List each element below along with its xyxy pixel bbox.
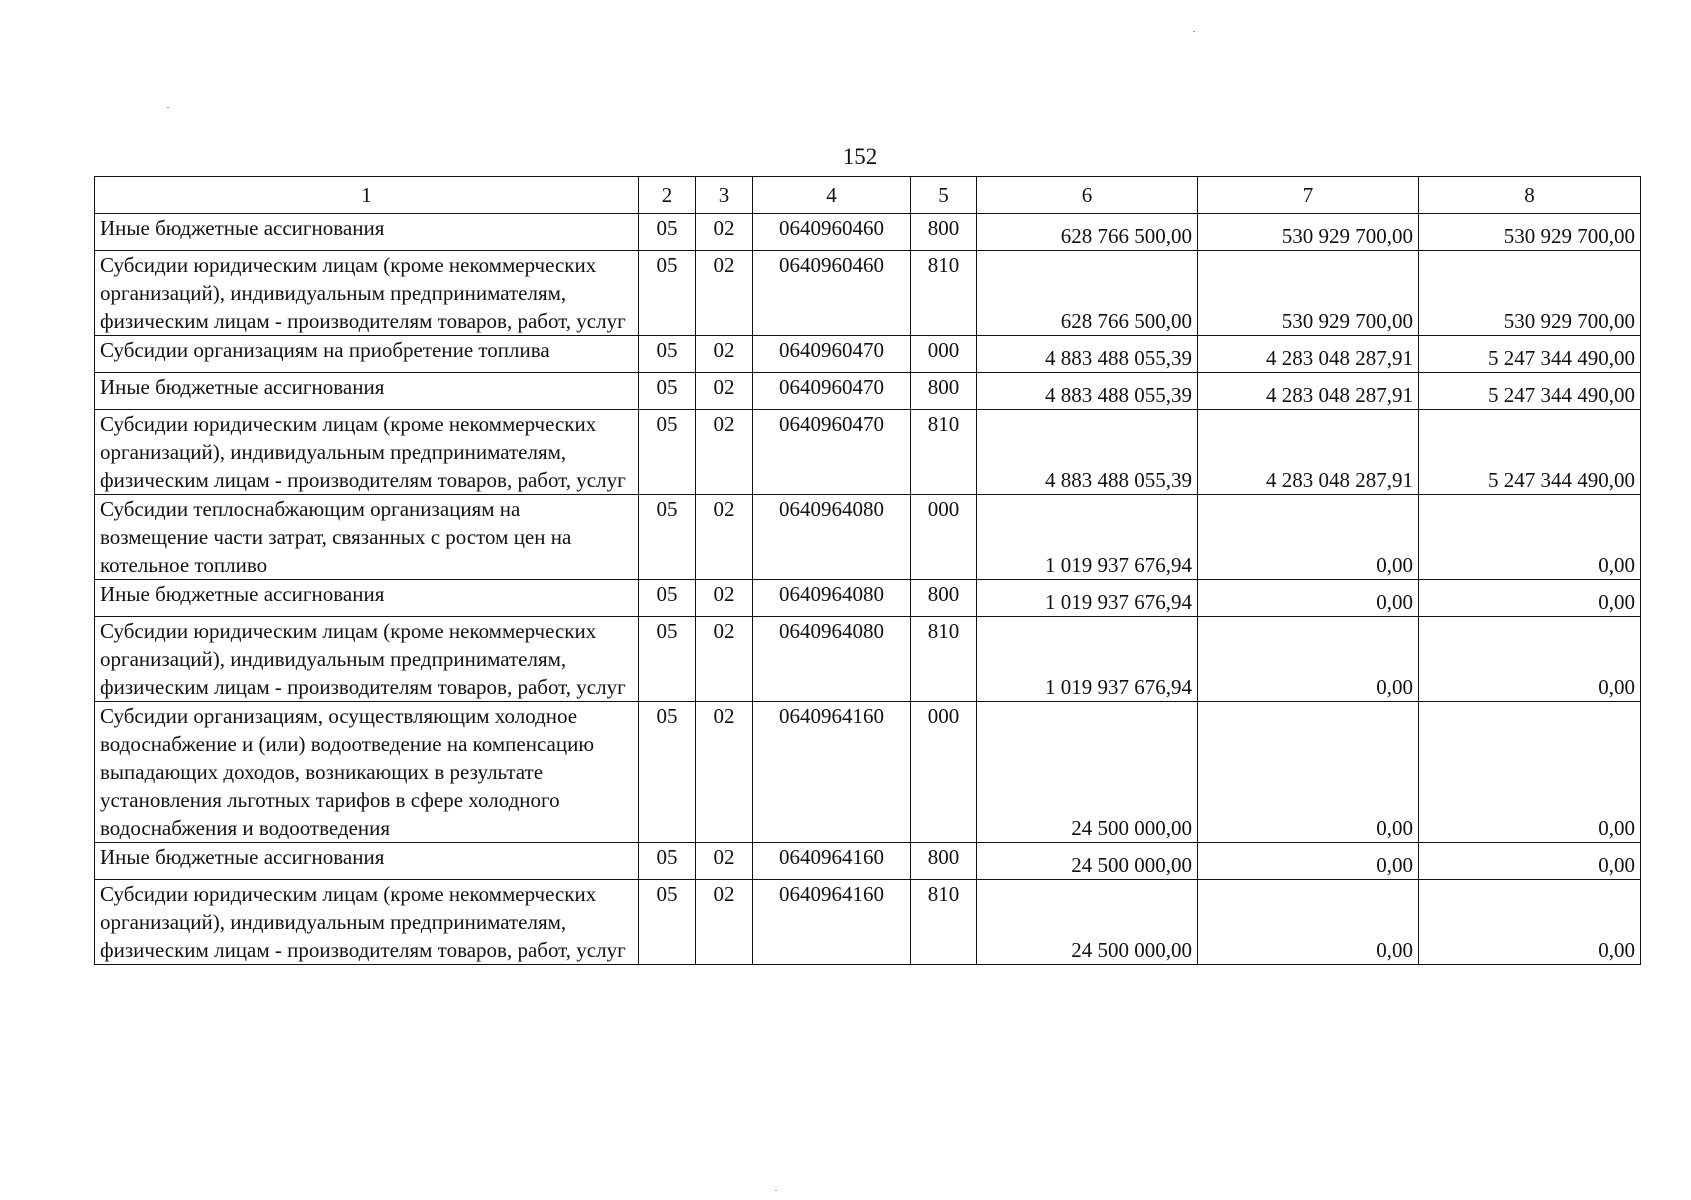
table-row bbox=[95, 214, 1641, 251]
amount-col6: 24 500 000,00 bbox=[977, 702, 1198, 843]
expense-type-code: 800 bbox=[911, 843, 977, 880]
subsection-code: 02 bbox=[696, 214, 753, 251]
table-row bbox=[95, 580, 1641, 617]
amount-col7: 4 283 048 287,91 bbox=[1198, 410, 1419, 495]
section-code: 05 bbox=[639, 373, 696, 410]
section-code: 05 bbox=[639, 843, 696, 880]
amount-col7: 530 929 700,00 bbox=[1198, 214, 1419, 251]
subsection-code: 02 bbox=[696, 617, 753, 702]
subsection-code: 02 bbox=[696, 702, 753, 843]
amount-col8: 0,00 bbox=[1419, 702, 1641, 843]
expense-type-code: 800 bbox=[911, 373, 977, 410]
amount-col6: 24 500 000,00 bbox=[977, 843, 1198, 880]
amount-col8: 530 929 700,00 bbox=[1419, 214, 1641, 251]
expense-type-code: 810 bbox=[911, 880, 977, 965]
target-article-code: 0640964080 bbox=[753, 617, 911, 702]
amount-col6: 628 766 500,00 bbox=[977, 214, 1198, 251]
amount-col8: 530 929 700,00 bbox=[1419, 251, 1641, 336]
table-row bbox=[95, 495, 1641, 580]
section-code: 05 bbox=[639, 702, 696, 843]
table-row bbox=[95, 251, 1641, 336]
amount-col6: 1 019 937 676,94 bbox=[977, 617, 1198, 702]
row-name: Иные бюджетные ассигнования bbox=[95, 214, 639, 251]
subsection-code: 02 bbox=[696, 843, 753, 880]
row-name: Субсидии юридическим лицам (кроме некоммерческих организаций), индивидуальным предпринимателям, физическим лицам - производителям товаров, работ, услуг bbox=[95, 410, 639, 495]
amount-col8: 0,00 bbox=[1419, 580, 1641, 617]
table-row bbox=[95, 843, 1641, 880]
amount-col7: 0,00 bbox=[1198, 880, 1419, 965]
amount-col6: 628 766 500,00 bbox=[977, 251, 1198, 336]
subsection-code: 02 bbox=[696, 880, 753, 965]
target-article-code: 0640960470 bbox=[753, 410, 911, 495]
expense-type-code: 000 bbox=[911, 336, 977, 373]
row-name: Субсидии теплоснабжающим организациям на возмещение части затрат, связанных с ростом цен на котельное топливо bbox=[95, 495, 639, 580]
page-number: 152 bbox=[842, 144, 878, 169]
subsection-code: 02 bbox=[696, 373, 753, 410]
expense-type-code: 810 bbox=[911, 410, 977, 495]
target-article-code: 0640964160 bbox=[753, 880, 911, 965]
amount-col6: 4 883 488 055,39 bbox=[977, 336, 1198, 373]
expense-type-code: 000 bbox=[911, 495, 977, 580]
target-article-code: 0640964160 bbox=[753, 702, 911, 843]
amount-col6: 4 883 488 055,39 bbox=[977, 373, 1198, 410]
row-name: Субсидии организациям, осуществляющим холодное водоснабжение и (или) водоотведение на компенсацию выпадающих доходов, возникающих в результате установления льготных тарифов в сфере холодного водоснабжения и водоотведения bbox=[95, 702, 639, 843]
target-article-code: 0640960470 bbox=[753, 373, 911, 410]
section-code: 05 bbox=[639, 214, 696, 251]
target-article-code: 0640960470 bbox=[753, 336, 911, 373]
subsection-code: 02 bbox=[696, 251, 753, 336]
target-article-code: 0640964160 bbox=[753, 843, 911, 880]
amount-col7: 0,00 bbox=[1198, 495, 1419, 580]
table-row bbox=[95, 373, 1641, 410]
row-name: Иные бюджетные ассигнования bbox=[95, 373, 639, 410]
amount-col7: 0,00 bbox=[1198, 702, 1419, 843]
amount-col7: 0,00 bbox=[1198, 580, 1419, 617]
amount-col6: 4 883 488 055,39 bbox=[977, 410, 1198, 495]
target-article-code: 0640960460 bbox=[753, 251, 911, 336]
amount-col7: 4 283 048 287,91 bbox=[1198, 373, 1419, 410]
subsection-code: 02 bbox=[696, 495, 753, 580]
table-row bbox=[95, 336, 1641, 373]
section-code: 05 bbox=[639, 495, 696, 580]
table-row bbox=[95, 880, 1641, 965]
header-cell: 2 bbox=[639, 177, 696, 214]
header-cell: 3 bbox=[696, 177, 753, 214]
amount-col8: 0,00 bbox=[1419, 495, 1641, 580]
header-cell: 6 bbox=[977, 177, 1198, 214]
header-cell: 7 bbox=[1198, 177, 1419, 214]
amount-col8: 0,00 bbox=[1419, 617, 1641, 702]
row-name: Иные бюджетные ассигнования bbox=[95, 843, 639, 880]
amount-col8: 0,00 bbox=[1419, 843, 1641, 880]
row-name: Субсидии юридическим лицам (кроме некоммерческих организаций), индивидуальным предпринимателям, физическим лицам - производителям товаров, работ, услуг bbox=[95, 617, 639, 702]
amount-col6: 1 019 937 676,94 bbox=[977, 495, 1198, 580]
header-cell: 1 bbox=[95, 177, 639, 214]
row-name: Субсидии юридическим лицам (кроме некоммерческих организаций), индивидуальным предпринимателям, физическим лицам - производителям товаров, работ, услуг bbox=[95, 251, 639, 336]
expense-type-code: 810 bbox=[911, 617, 977, 702]
subsection-code: 02 bbox=[696, 580, 753, 617]
section-code: 05 bbox=[639, 617, 696, 702]
amount-col7: 530 929 700,00 bbox=[1198, 251, 1419, 336]
section-code: 05 bbox=[639, 580, 696, 617]
subsection-code: 02 bbox=[696, 410, 753, 495]
header-cell: 4 bbox=[753, 177, 911, 214]
target-article-code: 0640964080 bbox=[753, 495, 911, 580]
section-code: 05 bbox=[639, 251, 696, 336]
target-article-code: 0640964080 bbox=[753, 580, 911, 617]
amount-col6: 1 019 937 676,94 bbox=[977, 580, 1198, 617]
table-row bbox=[95, 410, 1641, 495]
budget-table bbox=[94, 176, 1641, 965]
amount-col8: 5 247 344 490,00 bbox=[1419, 373, 1641, 410]
row-name: Субсидии организациям на приобретение топлива bbox=[95, 336, 639, 373]
expense-type-code: 810 bbox=[911, 251, 977, 336]
amount-col8: 5 247 344 490,00 bbox=[1419, 336, 1641, 373]
header-cell: 5 bbox=[911, 177, 977, 214]
expense-type-code: 000 bbox=[911, 702, 977, 843]
row-name: Иные бюджетные ассигнования bbox=[95, 580, 639, 617]
target-article-code: 0640960460 bbox=[753, 214, 911, 251]
amount-col6: 24 500 000,00 bbox=[977, 880, 1198, 965]
section-code: 05 bbox=[639, 410, 696, 495]
amount-col7: 4 283 048 287,91 bbox=[1198, 336, 1419, 373]
subsection-code: 02 bbox=[696, 336, 753, 373]
table-row bbox=[95, 702, 1641, 843]
amount-col8: 5 247 344 490,00 bbox=[1419, 410, 1641, 495]
header-cell: 8 bbox=[1419, 177, 1641, 214]
amount-col7: 0,00 bbox=[1198, 843, 1419, 880]
section-code: 05 bbox=[639, 336, 696, 373]
expense-type-code: 800 bbox=[911, 214, 977, 251]
table-row bbox=[95, 617, 1641, 702]
amount-col8: 0,00 bbox=[1419, 880, 1641, 965]
row-name: Субсидии юридическим лицам (кроме некоммерческих организаций), индивидуальным предпринимателям, физическим лицам - производителям товаров, работ, услуг bbox=[95, 880, 639, 965]
amount-col7: 0,00 bbox=[1198, 617, 1419, 702]
expense-type-code: 800 bbox=[911, 580, 977, 617]
table-header-row bbox=[95, 177, 1641, 214]
section-code: 05 bbox=[639, 880, 696, 965]
